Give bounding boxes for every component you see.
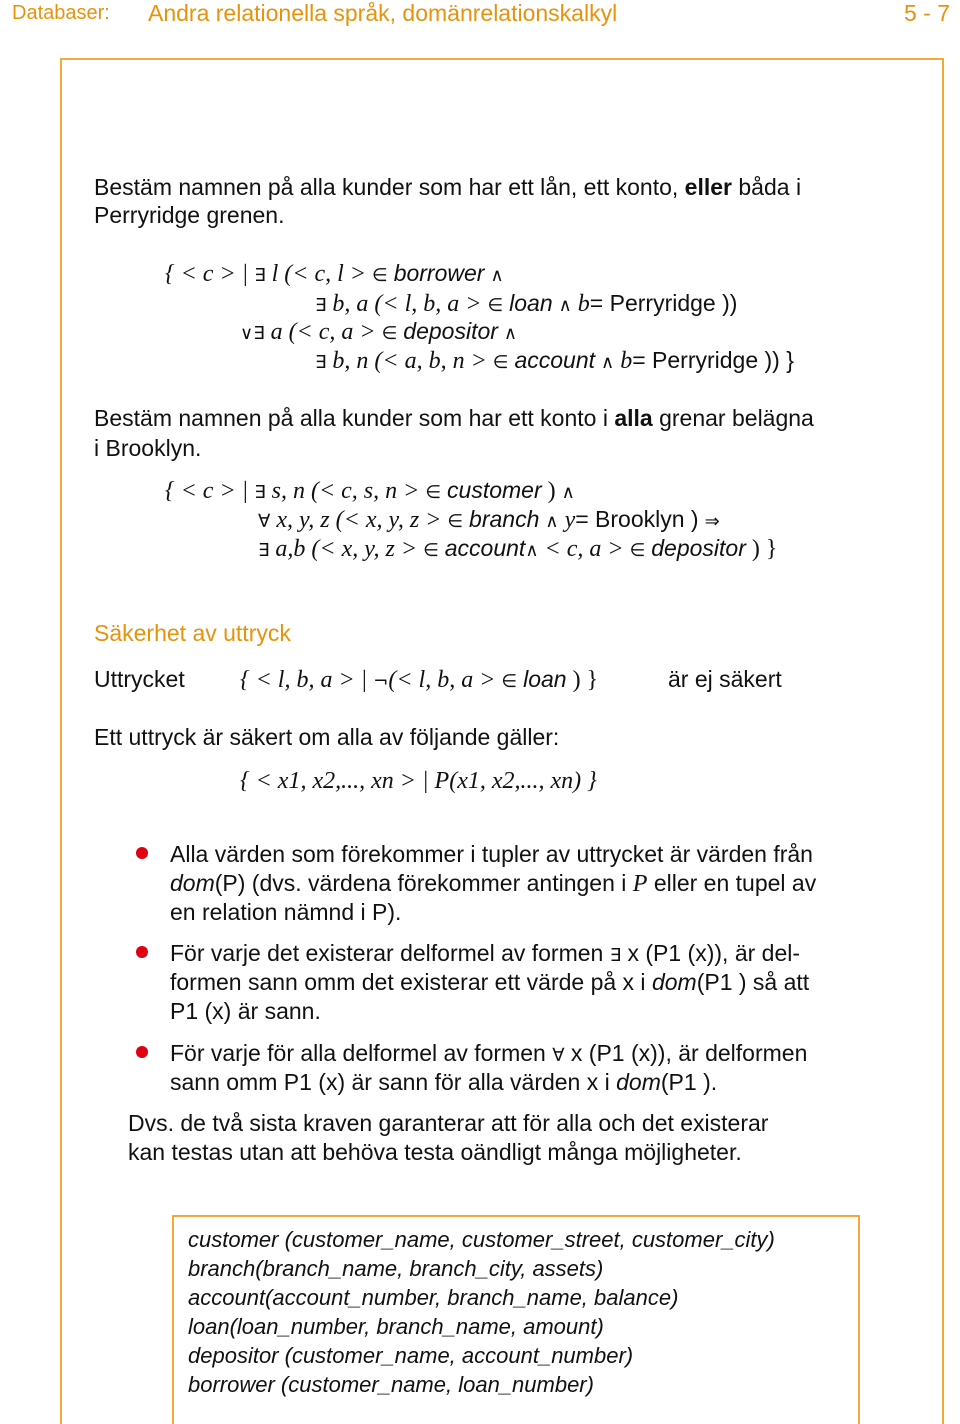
- schema-line: customer (customer_name, customer_street, customer_city): [188, 1227, 775, 1252]
- exists-icon: ∃: [609, 945, 622, 966]
- element-of-icon: ∈: [372, 265, 388, 286]
- condition-1-line2: dom(P) (dvs. värdena förekommer antingen i P eller en tupel av: [170, 870, 817, 897]
- condition-2-line2: formen sann omm det existerar ett värde på x i dom(P1 ) så att: [170, 969, 810, 995]
- query2-expr-line3: ∃ a,b (< x, y, z > ∈ account∧ < c, a > ∈ depositor ) }: [258, 535, 778, 562]
- unsafe-label: Uttrycket: [94, 666, 185, 692]
- query1-expr-line3: ∨∃ a (< c, a > ∈ depositor ∧: [240, 318, 518, 345]
- query1-expr-line4: ∃ b, n (< a, b, n > ∈ account ∧ b= Perryridge )) }: [315, 347, 794, 374]
- element-of-icon: ∈: [381, 323, 398, 344]
- schema-line: borrower (customer_name, loan_number): [188, 1372, 594, 1397]
- element-of-icon: ∈: [487, 295, 504, 316]
- safe-intro: Ett uttryck är säkert om alla av följande gäller:: [94, 724, 560, 750]
- query1-description-line2: Perryridge grenen.: [94, 202, 285, 228]
- bullet-icon: [136, 946, 148, 958]
- exists-icon: ∃: [254, 482, 266, 503]
- not-icon: ¬: [373, 671, 389, 692]
- schema-box: [172, 1215, 860, 1424]
- page-header: [0, 0, 960, 40]
- condition-1-line1: Alla värden som förekommer i tupler av uttrycket är värden från: [170, 841, 813, 867]
- for-all-icon: ∀: [258, 511, 271, 532]
- conclusion-line1: Dvs. de två sista kraven garanterar att för alla och det existerar: [128, 1110, 769, 1136]
- exists-icon: ∃: [253, 323, 265, 344]
- element-of-icon: ∈: [447, 511, 464, 532]
- condition-2-line1: För varje det existerar delformel av formen ∃ x (P1 (x)), är del-: [170, 940, 801, 966]
- schema-line: branch(branch_name, branch_city, assets): [188, 1256, 604, 1281]
- unsafe-expression: { < l, b, a > | ¬(< l, b, a > ∈ loan ) }: [240, 666, 599, 693]
- query2-description: Bestäm namnen på alla kunder som har ett konto i alla grenar belägna: [94, 405, 814, 431]
- query2-expr-line1: { < c > | ∃ s, n (< c, s, n > ∈ customer ) ∧: [165, 477, 575, 504]
- and-icon: ∧: [558, 295, 572, 316]
- implies-icon: ⇒: [704, 511, 720, 532]
- query1-description: Bestäm namnen på alla kunder som har ett lån, ett konto, eller båda i: [94, 174, 802, 200]
- query2-description-line2: i Brooklyn.: [94, 435, 202, 461]
- query1-expr-line1: { < c > | ∃ l (< c, l > ∈ borrower ∧: [165, 260, 504, 287]
- and-icon: ∧: [503, 323, 518, 344]
- safe-expression: { < x1, x2,..., xn > | P(x1, x2,..., xn) }: [240, 768, 597, 794]
- query2-expr-line2: ∀ x, y, z (< x, y, z > ∈ branch ∧ y= Brooklyn ) ⇒: [258, 506, 720, 533]
- section-heading: Säkerhet av uttryck: [94, 620, 291, 646]
- and-icon: ∧: [561, 482, 575, 503]
- element-of-icon: ∈: [501, 671, 518, 692]
- and-icon: ∧: [525, 540, 539, 561]
- exists-icon: ∃: [254, 265, 266, 286]
- for-all-icon: ∀: [552, 1045, 565, 1066]
- or-icon: ∨: [240, 323, 254, 344]
- element-of-icon: ∈: [629, 540, 646, 561]
- header-title: Andra relationella språk, domänrelationskalkyl: [148, 0, 618, 26]
- and-icon: ∧: [601, 352, 615, 373]
- and-icon: ∧: [545, 511, 559, 532]
- element-of-icon: ∈: [492, 352, 509, 373]
- bullet-icon: [136, 1046, 148, 1058]
- query1-expr-line2: ∃ b, a (< l, b, a > ∈ loan ∧ b= Perryridge )): [315, 290, 738, 317]
- condition-3-line1: För varje för alla delformel av formen ∀ x (P1 (x)), är delformen: [170, 1040, 808, 1066]
- exists-icon: ∃: [315, 295, 327, 316]
- page-number: 5 - 7: [903, 0, 950, 26]
- exists-icon: ∃: [315, 352, 327, 373]
- and-icon: ∧: [490, 265, 504, 286]
- element-of-icon: ∈: [423, 540, 439, 561]
- schema-line: depositor (customer_name, account_number): [188, 1343, 634, 1368]
- conclusion-line2: kan testas utan att behöva testa oändligt många möjligheter.: [128, 1139, 742, 1165]
- element-of-icon: ∈: [425, 482, 442, 503]
- exists-icon: ∃: [258, 540, 270, 561]
- schema-line: loan(loan_number, branch_name, amount): [188, 1314, 604, 1339]
- schema-line: account(account_number, branch_name, balance): [188, 1285, 679, 1310]
- condition-2-line3: P1 (x) är sann.: [170, 998, 321, 1024]
- bullet-icon: [136, 847, 148, 859]
- condition-1-line3: en relation nämnd i P).: [170, 899, 402, 925]
- header-label: Databaser:: [12, 2, 110, 24]
- condition-3-line2: sann omm P1 (x) är sann för alla värden x i dom(P1 ).: [170, 1069, 718, 1095]
- unsafe-verdict: är ej säkert: [668, 666, 782, 692]
